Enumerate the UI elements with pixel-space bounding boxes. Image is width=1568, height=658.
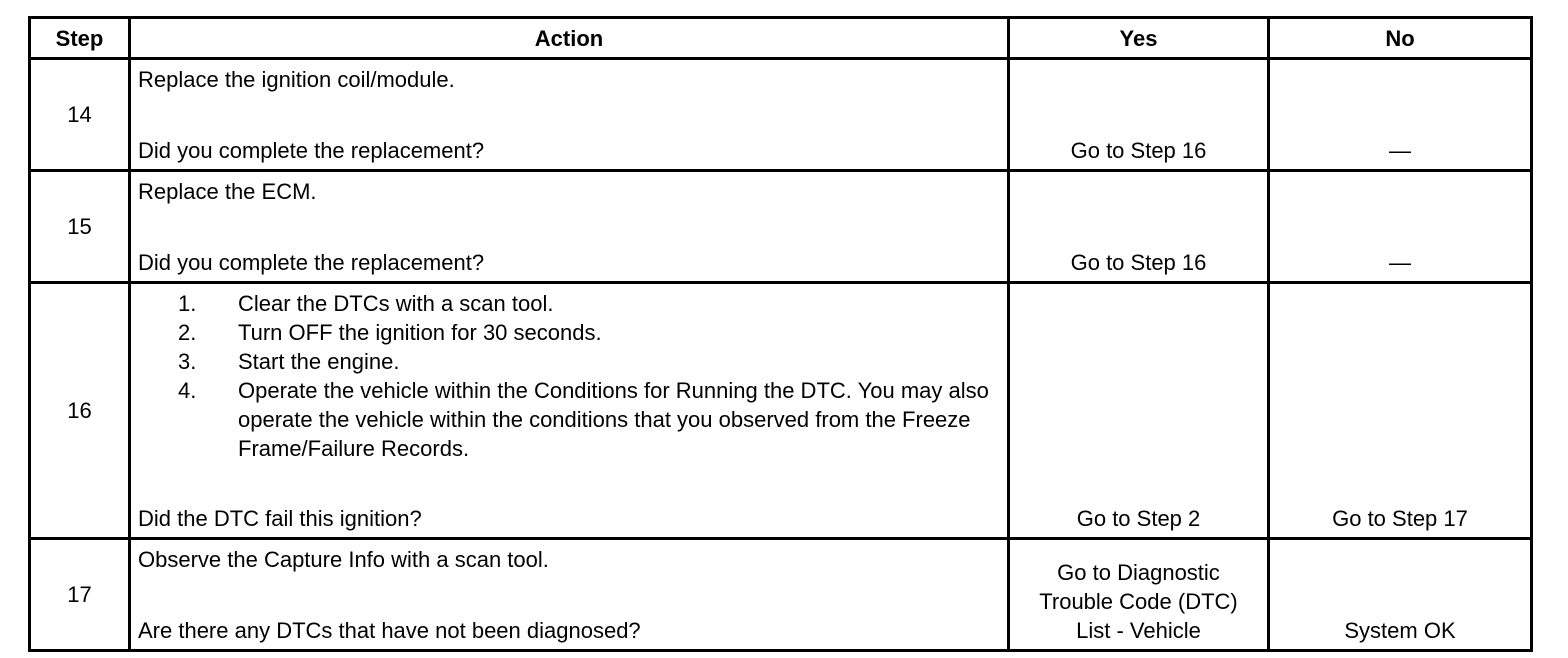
action-cell xyxy=(130,59,1009,171)
action-cell xyxy=(130,171,1009,283)
yes-line: Trouble Code (DTC) xyxy=(1039,589,1238,614)
step-number: 14 xyxy=(30,59,130,171)
substep-text: Clear the DTCs with a scan tool. xyxy=(238,291,554,316)
header-row xyxy=(30,18,1532,59)
table-row xyxy=(30,171,1532,283)
substep-number: 1. xyxy=(178,291,197,316)
substep-number: 4. xyxy=(178,378,197,403)
no-result: — xyxy=(1269,171,1532,283)
substep-number: 3. xyxy=(178,349,197,374)
action-text: Replace the ignition coil/module. xyxy=(138,67,455,92)
action-text: Observe the Capture Info with a scan tool. xyxy=(138,547,549,572)
header-no: No xyxy=(1269,18,1532,59)
yes-line: Go to Diagnostic xyxy=(1057,560,1220,585)
step-number: 16 xyxy=(30,283,130,539)
question-text: Did you complete the replacement? xyxy=(138,250,485,275)
table-row xyxy=(30,283,1532,539)
yes-result xyxy=(1009,539,1269,651)
substep-text: Turn OFF the ignition for 30 seconds. xyxy=(238,320,602,345)
substep-number: 2. xyxy=(178,320,197,345)
no-result: System OK xyxy=(1269,539,1532,651)
question-text: Did the DTC fail this ignition? xyxy=(138,506,422,531)
action-cell xyxy=(130,539,1009,651)
header-action: Action xyxy=(130,18,1009,59)
substep-text: Start the engine. xyxy=(238,349,400,374)
yes-result: Go to Step 16 xyxy=(1009,171,1269,283)
action-cell xyxy=(130,283,1009,539)
header-yes: Yes xyxy=(1009,18,1269,59)
list-item xyxy=(178,289,1001,318)
no-result: Go to Step 17 xyxy=(1269,283,1532,539)
substep-list xyxy=(178,289,1001,463)
substep-text: Operate the vehicle within the Conditions for Running the DTC. You may also operate the vehicle within the conditions that you observed from the Freeze Frame/Failure Records. xyxy=(238,378,989,461)
diagnostic-table xyxy=(28,16,1533,652)
no-result: — xyxy=(1269,59,1532,171)
question-text: Did you complete the replacement? xyxy=(138,138,485,163)
step-number: 17 xyxy=(30,539,130,651)
list-item xyxy=(178,376,1001,463)
header-step: Step xyxy=(30,18,130,59)
yes-result: Go to Step 16 xyxy=(1009,59,1269,171)
action-text: Replace the ECM. xyxy=(138,179,317,204)
yes-line: List - Vehicle xyxy=(1076,618,1201,643)
table-row xyxy=(30,539,1532,651)
list-item xyxy=(178,347,1001,376)
table-row xyxy=(30,59,1532,171)
list-item xyxy=(178,318,1001,347)
question-text: Are there any DTCs that have not been diagnosed? xyxy=(138,618,641,643)
yes-result: Go to Step 2 xyxy=(1009,283,1269,539)
step-number: 15 xyxy=(30,171,130,283)
